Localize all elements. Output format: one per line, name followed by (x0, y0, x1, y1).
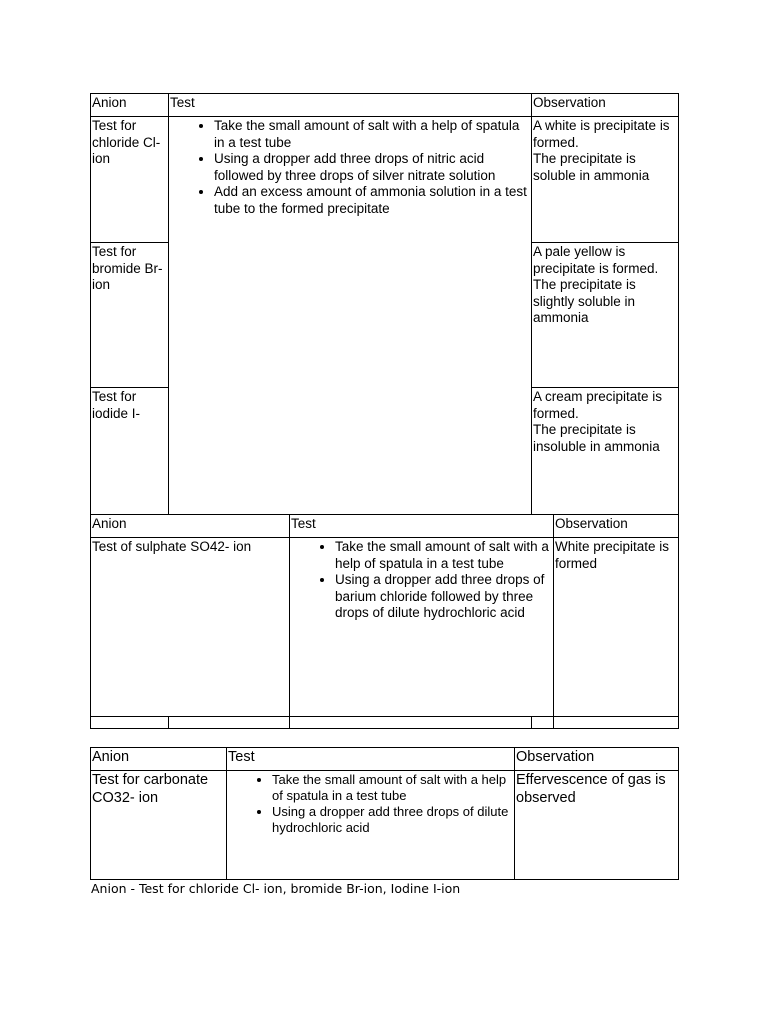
header-anion: Anion (91, 515, 290, 538)
test-step: • Take the small amount of salt with a help of spatula in a test tube (335, 539, 552, 572)
empty-cell (532, 717, 554, 729)
halide-test-table (90, 93, 679, 515)
header-anion: Anion (91, 748, 227, 771)
halide-test-procedure (169, 117, 532, 515)
carbonate-test-table (90, 747, 679, 880)
anion-sulphate: Test of sulphate SO42- ion (91, 538, 290, 717)
header-observation: Observation (532, 94, 679, 117)
test-step: • Using a dropper add three drops of barium chloride followed by three drops of dilute hydrochloric acid (335, 572, 552, 622)
document-caption: Anion - Test for chloride Cl- ion, bromide Br-ion, Iodine I-ion (91, 881, 461, 896)
header-test: Test (290, 515, 554, 538)
carbonate-test-procedure (227, 771, 515, 880)
header-test: Test (227, 748, 515, 771)
anion-bromide: Test for bromide Br-ion (91, 243, 169, 388)
test-step: • Using a dropper add three drops of dilute hydrochloric acid (272, 804, 513, 836)
anion-chloride: Test for chloride Cl- ion (91, 117, 169, 243)
empty-cell (91, 717, 169, 729)
observation-bromide: A pale yellow is precipitate is formed. The precipitate is slightly soluble in ammonia (532, 243, 679, 388)
empty-cell (290, 717, 532, 729)
empty-cell (554, 717, 679, 729)
test-steps-list (228, 772, 513, 836)
observation-sulphate: White precipitate is formed (554, 538, 679, 717)
sulphate-test-table (90, 514, 679, 729)
header-anion: Anion (91, 94, 169, 117)
empty-cell (169, 717, 290, 729)
observation-carbonate: Effervescence of gas is observed (515, 771, 679, 880)
test-step: • Take the small amount of salt with a help of spatula in a test tube (214, 118, 530, 151)
sulphate-test-procedure (290, 538, 554, 717)
anion-iodide: Test for iodide I- (91, 388, 169, 515)
observation-chloride: A white is precipitate is formed. The precipitate is soluble in ammonia (532, 117, 679, 243)
header-test: Test (169, 94, 532, 117)
observation-iodide: A cream precipitate is formed. The precipitate is insoluble in ammonia (532, 388, 679, 515)
header-observation: Observation (515, 748, 679, 771)
anion-carbonate: Test for carbonate CO32- ion (91, 771, 227, 880)
test-steps-list (291, 539, 552, 622)
test-steps-list (170, 118, 530, 217)
test-step: • Add an excess amount of ammonia solution in a test tube to the formed precipitate (214, 184, 530, 217)
test-step: • Take the small amount of salt with a help of spatula in a test tube (272, 772, 513, 804)
test-step: • Using a dropper add three drops of nitric acid followed by three drops of silver nitrate solution (214, 151, 530, 184)
header-observation: Observation (554, 515, 679, 538)
